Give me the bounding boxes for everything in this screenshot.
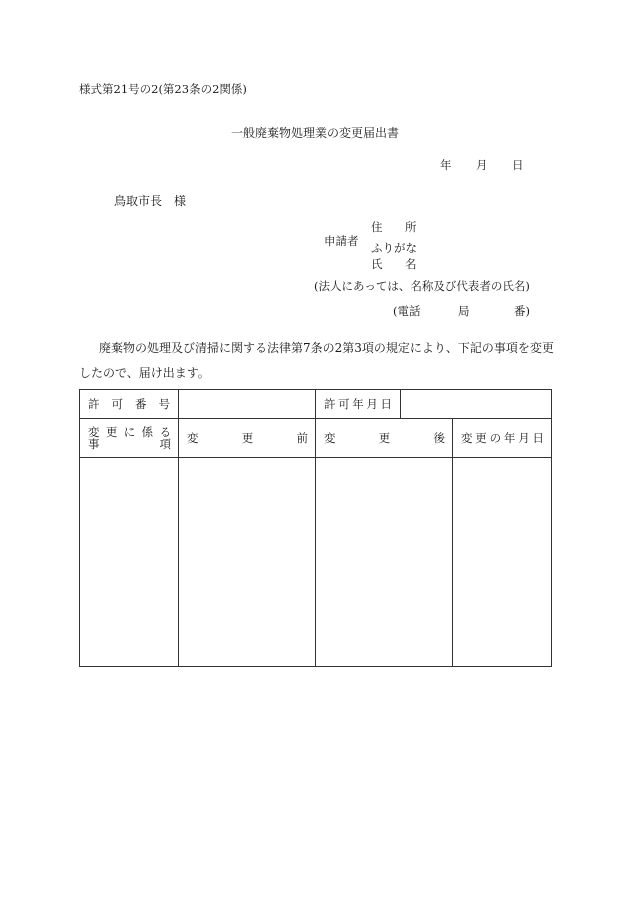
cell-char: 更 xyxy=(378,431,391,445)
cell-char: 日 xyxy=(532,431,544,445)
body-text-content: 廃棄物の処理及び清掃に関する法律第7条の2第3項の規定により、下記の事項を変更したので、届け出ます。 xyxy=(79,341,554,380)
cell-char: 月 xyxy=(518,431,530,445)
date-day: 日 xyxy=(512,158,524,172)
document-title: 一般廃棄物処理業の変更届出書 xyxy=(230,126,399,140)
table-row xyxy=(80,419,552,458)
before-value[interactable] xyxy=(179,458,316,667)
name-label-2: 名 xyxy=(405,257,417,271)
cell-char: 許 xyxy=(88,397,100,411)
phone-open: (電話 xyxy=(393,304,421,318)
cell-char: 変 xyxy=(461,431,473,445)
cell-char: 項 xyxy=(159,437,171,451)
cell-char: 事 xyxy=(88,437,100,451)
corporate-note: (法人にあっては、名称及び代表者の氏名) xyxy=(314,279,530,293)
cell-char: 更 xyxy=(241,431,254,445)
permit-number-label-cell xyxy=(80,390,179,419)
name-label-1: 氏 xyxy=(371,257,383,271)
cell-char: 更 xyxy=(105,425,118,439)
cell-char: 変 xyxy=(187,431,199,445)
cell-char: 可 xyxy=(338,397,350,411)
cell-char: 許 xyxy=(324,397,336,411)
before-header xyxy=(179,419,316,458)
cell-char: 号 xyxy=(158,397,170,411)
cell-char: 番 xyxy=(135,397,147,411)
date-year: 年 xyxy=(440,158,452,172)
permit-number-value[interactable] xyxy=(179,390,316,419)
cell-char: 日 xyxy=(380,397,392,411)
change-item-value[interactable] xyxy=(80,458,179,667)
cell-char: 年 xyxy=(503,431,516,445)
cell-char: 年 xyxy=(352,397,364,411)
permit-date-value[interactable] xyxy=(401,390,552,419)
cell-char: る xyxy=(159,425,171,439)
after-value[interactable] xyxy=(316,458,453,667)
cell-char: 係 xyxy=(141,425,154,439)
cell-char: に xyxy=(123,425,136,439)
cell-char: 更 xyxy=(475,431,487,445)
date-month: 月 xyxy=(476,158,488,172)
applicant-label: 申請者 xyxy=(324,234,359,248)
table-row xyxy=(80,458,552,667)
change-date-header xyxy=(453,419,552,458)
cell-char: 月 xyxy=(366,397,378,411)
cell-char: 前 xyxy=(296,431,308,445)
addressee: 鳥取市長 様 xyxy=(114,194,187,208)
change-date-value[interactable] xyxy=(453,458,552,667)
cell-char: 変 xyxy=(88,425,100,439)
change-item-header xyxy=(80,419,179,458)
permit-date-label-cell xyxy=(316,390,401,419)
table-row xyxy=(80,390,552,419)
furigana-label: ふりがな xyxy=(371,241,417,255)
address-label-1: 住 xyxy=(371,220,383,234)
phone-ban: 番) xyxy=(514,304,530,318)
body-text xyxy=(79,336,559,386)
cell-char: の xyxy=(489,431,502,445)
form-number: 様式第21号の2(第23条の2関係) xyxy=(79,82,247,96)
address-label-2: 所 xyxy=(405,220,417,234)
change-table xyxy=(79,389,552,667)
phone-kyoku: 局 xyxy=(458,304,470,318)
cell-char: 可 xyxy=(111,397,123,411)
cell-char: 後 xyxy=(433,431,445,445)
cell-char: 変 xyxy=(324,431,336,445)
after-header xyxy=(316,419,453,458)
